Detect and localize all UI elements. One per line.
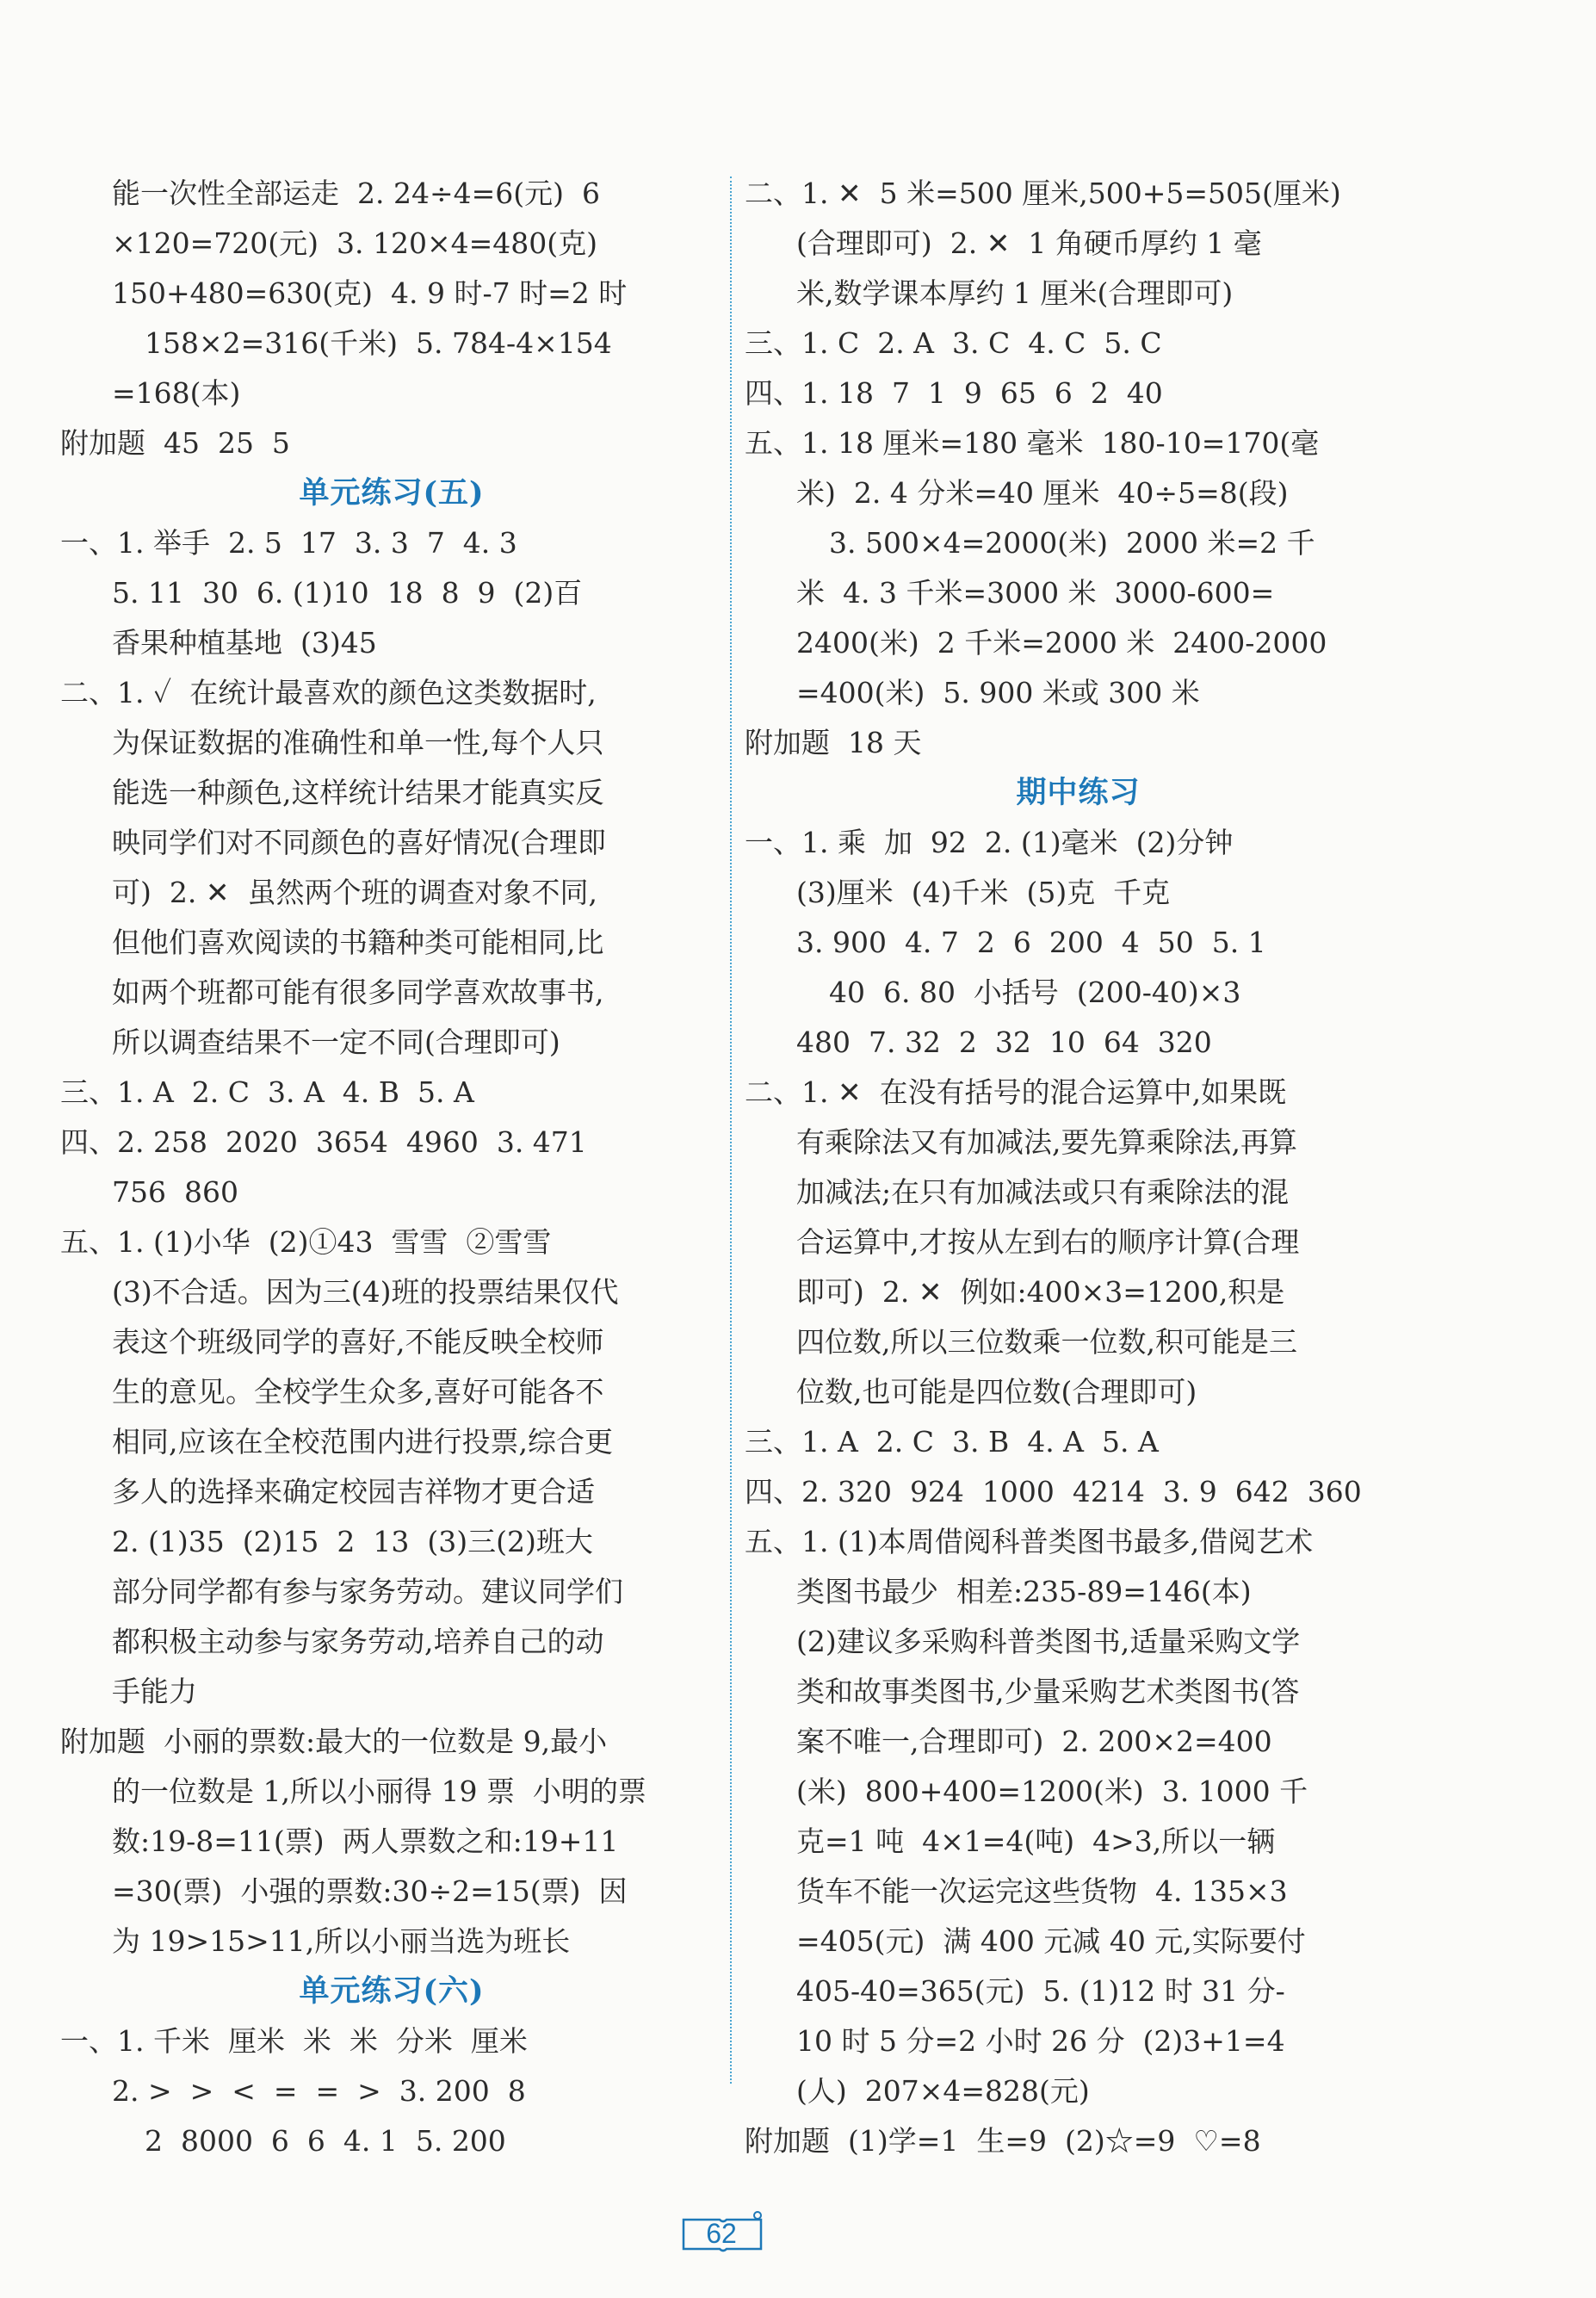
- answer-line: 2 8000 6 6 4. 1 5. 200: [145, 2124, 506, 2158]
- answer-line: 附加题 (1)学=1 生=9 (2)☆=9 ♡=8: [745, 2124, 1261, 2158]
- answer-line: 有乘除法又有加减法,要先算乘除法,再算: [796, 1125, 1297, 1159]
- answer-line: 三、1. A 2. C 3. A 4. B 5. A: [60, 1075, 474, 1109]
- answer-line: 2. (1)35 (2)15 2 13 (3)三(2)班大: [112, 1525, 593, 1558]
- answer-line: 为保证数据的准确性和单一性,每个人只: [112, 726, 604, 759]
- answer-line: 附加题 18 天: [745, 726, 922, 759]
- answer-line: 一、1. 举手 2. 5 17 3. 3 7 4. 3: [60, 526, 517, 560]
- answer-line: 一、1. 千米 厘米 米 米 分米 厘米: [60, 2024, 528, 2058]
- answer-line: (米) 800+400=1200(米) 3. 1000 千: [796, 1775, 1308, 1808]
- answer-line: 2. > > < = = > 3. 200 8: [112, 2074, 526, 2108]
- answer-line: =405(元) 满 400 元减 40 元,实际要付: [796, 1924, 1306, 1958]
- answer-line: 二、1. ✕ 5 米=500 厘米,500+5=505(厘米): [745, 177, 1341, 210]
- answer-line: (3)厘米 (4)千米 (5)克 千克: [796, 876, 1171, 909]
- answer-line: 能一次性全部运走 2. 24÷4=6(元) 6: [112, 177, 600, 210]
- answer-line: (合理即可) 2. ✕ 1 角硬币厚约 1 毫: [796, 226, 1262, 260]
- answer-line: 部分同学都有参与家务劳动。建议同学们: [112, 1575, 623, 1608]
- answer-line: 货车不能一次运完这些货物 4. 135×3: [796, 1874, 1288, 1908]
- answer-line: 2400(米) 2 千米=2000 米 2400-2000: [796, 626, 1327, 660]
- answer-line: 四位数,所以三位数乘一位数,积可能是三: [796, 1325, 1297, 1359]
- answer-line: 756 860: [112, 1175, 238, 1209]
- answer-line: 405-40=365(元) 5. (1)12 时 31 分-: [796, 1974, 1285, 2008]
- answer-line: 米) 2. 4 分米=40 厘米 40÷5=8(段): [796, 476, 1289, 510]
- answer-line: 香果种植基地 (3)45: [112, 626, 377, 660]
- answer-line: 米 4. 3 千米=3000 米 3000-600=: [796, 576, 1275, 610]
- answer-line: 3. 500×4=2000(米) 2000 米=2 千: [829, 526, 1315, 560]
- answer-line: ×120=720(元) 3. 120×4=480(克): [112, 226, 597, 260]
- answer-line: 合运算中,才按从左到右的顺序计算(合理: [796, 1225, 1300, 1259]
- section-heading: 单元练习(五): [299, 475, 485, 511]
- answer-line: =168(本): [112, 376, 241, 410]
- answer-line: 5. 11 30 6. (1)10 18 8 9 (2)百: [112, 576, 583, 610]
- answer-line: 可) 2. ✕ 虽然两个班的调查对象不同,: [112, 876, 597, 909]
- answer-line: 二、1. ✓ 在统计最喜欢的颜色这类数据时,: [60, 676, 597, 709]
- answer-line: 但他们喜欢阅读的书籍种类可能相同,比: [112, 926, 604, 959]
- answer-line: (人) 207×4=828(元): [796, 2074, 1090, 2108]
- answer-line: 附加题 45 25 5: [60, 426, 290, 460]
- answer-line: 四、2. 320 924 1000 4214 3. 9 642 360: [745, 1475, 1362, 1508]
- answer-line: 四、2. 258 2020 3654 4960 3. 471: [60, 1125, 587, 1159]
- answer-line: 三、1. C 2. A 3. C 4. C 5. C: [745, 326, 1162, 360]
- answer-line: 类和故事类图书,少量采购艺术类图书(答: [796, 1675, 1300, 1708]
- answer-line: =400(米) 5. 900 米或 300 米: [796, 676, 1200, 709]
- page-number: 62: [706, 2218, 737, 2249]
- answer-line: =30(票) 小强的票数:30÷2=15(票) 因: [112, 1874, 628, 1908]
- answer-line: 的一位数是 1,所以小丽得 19 票 小明的票: [112, 1775, 646, 1808]
- answer-line: 所以调查结果不一定不同(合理即可): [112, 1025, 560, 1059]
- answer-line: 类图书最少 相差:235-89=146(本): [796, 1575, 1252, 1608]
- answer-line: 表这个班级同学的喜好,不能反映全校师: [112, 1325, 604, 1359]
- answer-line: 映同学们对不同颜色的喜好情况(合理即: [112, 826, 606, 859]
- answer-line: 150+480=630(克) 4. 9 时-7 时=2 时: [112, 276, 628, 310]
- answer-line: 五、1. 18 厘米=180 毫米 180-10=170(毫: [745, 426, 1320, 460]
- answer-line: 五、1. (1)小华 (2)①43 雪雪 ②雪雪: [60, 1225, 552, 1259]
- answer-line: 加减法;在只有加减法或只有乘除法的混: [796, 1175, 1290, 1209]
- answer-line: 40 6. 80 小括号 (200-40)×3: [829, 976, 1241, 1009]
- answer-line: 即可) 2. ✕ 例如:400×3=1200,积是: [796, 1275, 1285, 1309]
- answer-line: 三、1. A 2. C 3. B 4. A 5. A: [745, 1425, 1159, 1459]
- answer-line: 3. 900 4. 7 2 6 200 4 50 5. 1: [796, 926, 1266, 959]
- answer-line: 数:19-8=11(票) 两人票数之和:19+11: [112, 1824, 619, 1858]
- answer-line: 为 19>15>11,所以小丽当选为班长: [112, 1924, 571, 1958]
- answer-line: 多人的选择来确定校园吉祥物才更合适: [112, 1475, 595, 1508]
- answer-line: 158×2=316(千米) 5. 784-4×154: [145, 326, 612, 360]
- answer-line: 如两个班都可能有很多同学喜欢故事书,: [112, 976, 604, 1009]
- answer-line: 附加题 小丽的票数:最大的一位数是 9,最小: [60, 1725, 608, 1758]
- answer-line: (2)建议多采购科普类图书,适量采购文学: [796, 1625, 1301, 1658]
- section-heading: 期中练习: [1016, 775, 1141, 810]
- answer-line: 都积极主动参与家务劳动,培养自己的动: [112, 1625, 604, 1658]
- answer-line: 二、1. ✕ 在没有括号的混合运算中,如果既: [745, 1075, 1287, 1109]
- answer-line: 五、1. (1)本周借阅科普类图书最多,借阅艺术: [745, 1525, 1314, 1558]
- answer-line: 生的意见。全校学生众多,喜好可能各不: [112, 1375, 604, 1409]
- section-heading: 单元练习(六): [299, 1973, 485, 2009]
- answer-line: 位数,也可能是四位数(合理即可): [796, 1375, 1197, 1409]
- answer-line: 手能力: [112, 1675, 197, 1708]
- page-number-badge: [680, 2211, 766, 2254]
- answer-line: 一、1. 乘 加 92 2. (1)毫米 (2)分钟: [745, 826, 1234, 859]
- answer-line: 案不唯一,合理即可) 2. 200×2=400: [796, 1725, 1272, 1758]
- answer-line: 相同,应该在全校范围内进行投票,综合更: [112, 1425, 613, 1459]
- right-column: [745, 169, 1412, 2166]
- answer-line: 米,数学课本厚约 1 厘米(合理即可): [796, 276, 1234, 310]
- column-divider: [730, 177, 732, 2084]
- answer-line: 480 7. 32 2 32 10 64 320: [796, 1025, 1212, 1059]
- answer-line: 四、1. 18 7 1 9 65 6 2 40: [745, 376, 1163, 410]
- answer-line: 能选一种颜色,这样统计结果才能真实反: [112, 776, 604, 809]
- answer-line: 10 时 5 分=2 小时 26 分 (2)3+1=4: [796, 2024, 1285, 2058]
- answer-line: 克=1 吨 4×1=4(吨) 4>3,所以一辆: [796, 1824, 1276, 1858]
- answer-line: (3)不合适。因为三(4)班的投票结果仅代: [112, 1275, 619, 1309]
- left-column: [60, 169, 723, 2166]
